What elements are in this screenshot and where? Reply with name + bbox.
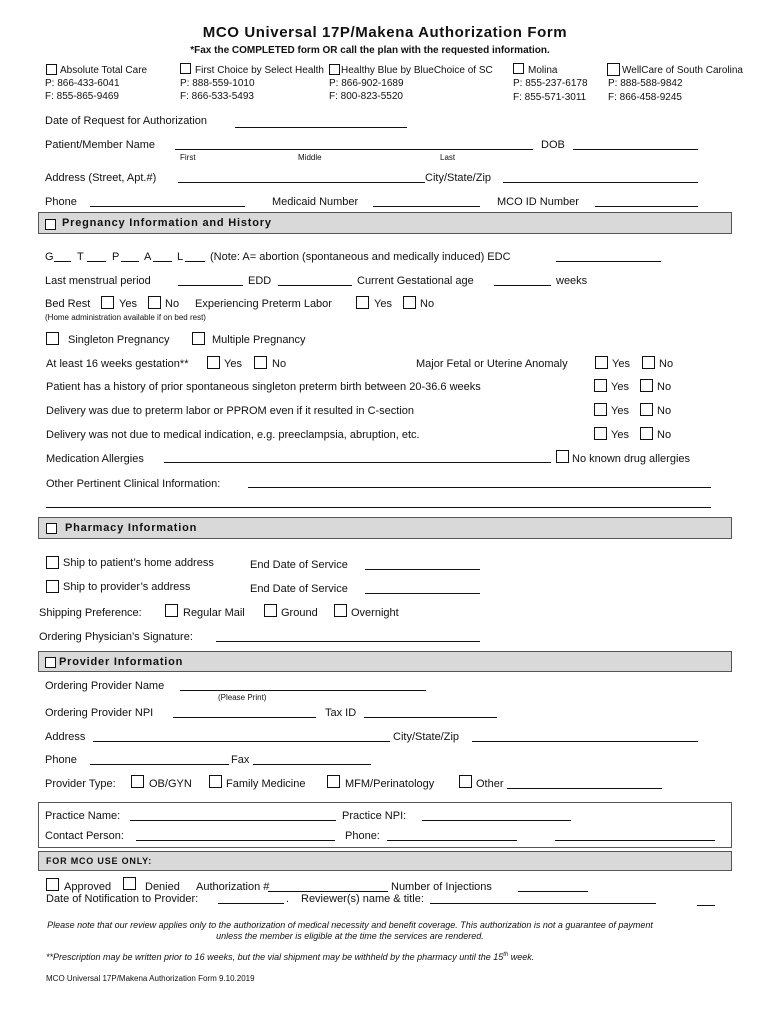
phone-label: Phone: [45, 196, 77, 208]
first-name-hint: First: [180, 153, 196, 162]
auth-number-label: Authorization #: [196, 881, 270, 893]
yes-label: Yes: [224, 358, 242, 370]
provider-phone-field[interactable]: [90, 764, 229, 765]
provider-phone-label: Phone: [45, 754, 77, 766]
gtpal-note: (Note: A= abortion (spontaneous and medically induced) EDC: [210, 251, 511, 263]
plan-checkbox-molina[interactable]: [513, 63, 524, 74]
plan-fax: F: 866-533-5493: [180, 91, 254, 102]
signature-label: Ordering Physician’s Signature:: [39, 631, 193, 643]
notification-label: Date of Notification to Provider:: [46, 893, 199, 905]
denied-label: Denied: [145, 881, 180, 893]
not-medical-label: Delivery was not due to medical indication, e.g. preeclampsia, abruption, etc.: [46, 429, 420, 441]
approved-checkbox[interactable]: [46, 878, 59, 891]
other-type-checkbox[interactable]: [459, 775, 472, 788]
patient-name-field[interactable]: [175, 149, 533, 150]
notification-period: .: [286, 893, 290, 905]
family-medicine-label: Family Medicine: [226, 778, 306, 790]
provider-type-label: Provider Type:: [45, 778, 116, 790]
practice-name-field[interactable]: [130, 820, 336, 821]
no-label: No: [657, 405, 672, 417]
prescription-note: [46, 952, 534, 962]
not-medical-no-checkbox[interactable]: [640, 427, 653, 440]
ship-home-checkbox[interactable]: [46, 556, 59, 569]
date-of-request-field[interactable]: [235, 127, 407, 128]
home-admin-note: (Home administration available if on bed rest): [45, 313, 206, 322]
no-label: No: [420, 298, 435, 310]
lmp-field[interactable]: [178, 285, 243, 286]
section-checkbox[interactable]: [45, 657, 56, 668]
last-name-hint: Last: [440, 153, 456, 162]
city-state-zip-label: City/State/Zip: [425, 172, 492, 184]
please-print-hint: (Please Print): [218, 693, 267, 702]
regular-mail-label: Regular Mail: [183, 607, 245, 619]
mco-id-field[interactable]: [595, 206, 698, 207]
sixteen-weeks-no-checkbox[interactable]: [254, 356, 267, 369]
anomaly-yes-checkbox[interactable]: [595, 356, 608, 369]
multiple-label: Multiple Pregnancy: [212, 334, 306, 346]
pregnancy-section-header: [38, 212, 732, 234]
contact-person-label: Contact Person:: [45, 830, 124, 842]
section-checkbox[interactable]: [45, 219, 56, 230]
provider-fax-field[interactable]: [253, 764, 371, 765]
preterm-no-checkbox[interactable]: [403, 296, 416, 309]
signature-field[interactable]: [216, 641, 480, 642]
city-state-zip-field[interactable]: [503, 182, 698, 183]
end-date-field-2[interactable]: [365, 593, 480, 594]
yes-label: Yes: [612, 358, 630, 370]
overnight-label: Overnight: [351, 607, 399, 619]
edc-field[interactable]: [556, 261, 661, 262]
provider-address-field[interactable]: [93, 741, 390, 742]
history-yes-checkbox[interactable]: [594, 379, 607, 392]
pharmacy-section-header: [38, 517, 732, 539]
plan-fax: F: 855-571-3011: [513, 92, 587, 103]
end-date-field-1[interactable]: [365, 569, 480, 570]
plan-phone: P: 866-433-6041: [45, 78, 120, 89]
no-label: No: [272, 358, 287, 370]
prescription-note-text: **Prescription may be written prior to 16 weeks, but the vial shipment may be withheld by the pharmacy until the 15: [46, 952, 504, 962]
form-title: MCO Universal 17P/Makena Authorization Form: [202, 24, 568, 41]
mfm-label: MFM/Perinatology: [345, 778, 435, 790]
disclaimer-line1: Please note that our review applies only to the authorization of medical necessity and benefit coverage. This authorization is not a guarantee of payment: [47, 920, 653, 930]
section-checkbox[interactable]: [46, 523, 57, 534]
provider-city-field[interactable]: [472, 741, 698, 742]
plan-checkbox-wellcare[interactable]: [607, 63, 620, 76]
plan-fax: F: 855-865-9469: [45, 91, 119, 102]
preterm-yes-checkbox[interactable]: [356, 296, 369, 309]
provider-name-label: Ordering Provider Name: [45, 680, 165, 692]
weeks-label: weeks: [556, 275, 588, 287]
medicaid-field[interactable]: [373, 206, 480, 207]
shipping-pref-label: Shipping Preference:: [39, 607, 142, 619]
disclaimer-line2: unless the member is eligible at the time the services are rendered.: [216, 931, 484, 941]
provider-address-label: Address: [45, 731, 86, 743]
allergies-field[interactable]: [164, 462, 551, 463]
contact-phone-label: Phone:: [345, 830, 380, 842]
regular-mail-checkbox[interactable]: [165, 604, 178, 617]
singleton-checkbox[interactable]: [46, 332, 59, 345]
plan-phone: P: 855-237-6178: [513, 78, 588, 89]
bed-rest-no-checkbox[interactable]: [148, 296, 161, 309]
ground-checkbox[interactable]: [264, 604, 277, 617]
other-info-field-line2[interactable]: [46, 507, 711, 508]
gtpal-a-label: A: [144, 251, 152, 263]
provider-section-header: [38, 651, 732, 672]
practice-name-label: Practice Name:: [45, 810, 121, 822]
section-title: FOR MCO USE ONLY:: [46, 856, 153, 866]
address-field[interactable]: [178, 182, 425, 183]
phone-field[interactable]: [90, 206, 245, 207]
gest-age-field[interactable]: [494, 285, 551, 286]
denied-checkbox[interactable]: [123, 877, 136, 890]
contact-person-field[interactable]: [136, 840, 335, 841]
edd-label: EDD: [248, 275, 272, 287]
plan-name: WellCare of South Carolina: [622, 65, 743, 76]
yes-label: Yes: [611, 381, 629, 393]
gtpal-p-field[interactable]: [121, 261, 139, 262]
gtpal-p-label: P: [112, 251, 120, 263]
plan-name: Absolute Total Care: [60, 65, 148, 76]
bed-rest-label: Bed Rest: [45, 298, 91, 310]
form-subtitle: *Fax the COMPLETED form OR call the plan with the requested information.: [190, 45, 550, 56]
other-info-field[interactable]: [248, 487, 711, 488]
date-of-request-label: Date of Request for Authorization: [45, 115, 208, 127]
reviewer-field[interactable]: [430, 903, 656, 904]
tax-id-field[interactable]: [364, 717, 497, 718]
yes-label: Yes: [374, 298, 392, 310]
overnight-checkbox[interactable]: [334, 604, 347, 617]
injections-field[interactable]: [518, 891, 588, 892]
no-label: No: [165, 298, 180, 310]
address-label: Address (Street, Apt.#): [45, 172, 157, 184]
pprom-yes-checkbox[interactable]: [594, 403, 607, 416]
ship-provider-label: Ship to provider’s address: [63, 581, 191, 593]
plan-phone: P: 888-559-1010: [180, 78, 255, 89]
reviewer-label: Reviewer(s) name & title:: [301, 893, 424, 905]
no-allergies-label: No known drug allergies: [572, 453, 691, 465]
prescription-note-end: week.: [508, 952, 535, 962]
allergies-label: Medication Allergies: [46, 453, 144, 465]
pprom-label: Delivery was due to preterm labor or PPROM even if it resulted in C-section: [46, 405, 415, 417]
section-title: Pregnancy Information and History: [62, 217, 272, 229]
dob-field[interactable]: [573, 149, 698, 150]
other-info-label: Other Pertinent Clinical Information:: [46, 478, 221, 490]
form-id: MCO Universal 17P/Makena Authorization Form 9.10.2019: [46, 974, 255, 983]
mco-use-section-header: [38, 851, 732, 871]
yes-label: Yes: [611, 405, 629, 417]
no-label: No: [657, 381, 672, 393]
history-no-checkbox[interactable]: [640, 379, 653, 392]
preterm-labor-label: Experiencing Preterm Labor: [195, 298, 332, 310]
provider-npi-field[interactable]: [173, 717, 316, 718]
tax-id-label: Tax ID: [325, 707, 357, 719]
other-type-field[interactable]: [507, 788, 662, 789]
contact-phone-field[interactable]: [387, 840, 517, 841]
end-date-label: End Date of Service: [250, 583, 348, 595]
pprom-no-checkbox[interactable]: [640, 403, 653, 416]
ship-home-label: Ship to patient’s home address: [63, 557, 214, 569]
end-date-label: End Date of Service: [250, 559, 348, 571]
provider-fax-label: Fax: [231, 754, 250, 766]
plan-name: Healthy Blue by BlueChoice of SC: [341, 65, 493, 76]
obgyn-label: OB/GYN: [149, 778, 192, 790]
gtpal-g-label: G: [45, 251, 54, 263]
no-label: No: [657, 429, 672, 441]
dob-label: DOB: [541, 139, 565, 151]
yes-label: Yes: [611, 429, 629, 441]
sixteen-weeks-label: At least 16 weeks gestation**: [46, 358, 189, 370]
ship-provider-checkbox[interactable]: [46, 580, 59, 593]
prescription-note-sup: th: [503, 952, 509, 958]
gtpal-l-label: L: [177, 251, 184, 263]
section-title: Pharmacy Information: [65, 522, 198, 534]
ground-label: Ground: [281, 607, 318, 619]
practice-npi-label: Practice NPI:: [342, 810, 407, 822]
obgyn-checkbox[interactable]: [131, 775, 144, 788]
lmp-label: Last menstrual period: [45, 275, 151, 287]
gest-age-label: Current Gestational age: [357, 275, 474, 287]
gtpal-g-field[interactable]: [54, 261, 71, 262]
plan-checkbox-first-choice[interactable]: [180, 63, 191, 74]
edd-field[interactable]: [278, 285, 352, 286]
multiple-checkbox[interactable]: [192, 332, 205, 345]
plan-fax: F: 866-458-9245: [608, 92, 682, 103]
auth-number-field[interactable]: [268, 891, 388, 892]
history-label: Patient has a history of prior spontaneous singleton preterm birth between 20-36.6 weeks: [46, 381, 481, 393]
plan-fax: F: 800-823-5520: [329, 91, 403, 102]
approved-label: Approved: [64, 881, 112, 893]
sixteen-weeks-yes-checkbox[interactable]: [207, 356, 220, 369]
gtpal-l-field[interactable]: [185, 261, 205, 262]
bed-rest-yes-checkbox[interactable]: [101, 296, 114, 309]
anomaly-label: Major Fetal or Uterine Anomaly: [416, 358, 568, 370]
gtpal-t-label: T: [77, 251, 84, 263]
plan-checkbox-absolute[interactable]: [46, 64, 57, 75]
practice-npi-field[interactable]: [422, 820, 571, 821]
not-medical-yes-checkbox[interactable]: [594, 427, 607, 440]
other-type-label: Other: [476, 778, 504, 790]
no-label: No: [659, 358, 674, 370]
plan-name: First Choice by Select Health: [195, 65, 324, 76]
reviewer-extra-field[interactable]: [697, 905, 715, 906]
plan-name: Molina: [528, 65, 558, 76]
gtpal-t-field[interactable]: [87, 261, 106, 262]
notification-field[interactable]: [218, 903, 284, 904]
mfm-checkbox[interactable]: [327, 775, 340, 788]
section-title: Provider Information: [59, 656, 184, 668]
gtpal-a-field[interactable]: [153, 261, 172, 262]
provider-name-field[interactable]: [180, 690, 426, 691]
plan-phone: P: 888-588-9842: [608, 78, 683, 89]
provider-city-label: City/State/Zip: [393, 731, 460, 743]
patient-name-label: Patient/Member Name: [45, 139, 156, 151]
singleton-label: Singleton Pregnancy: [68, 334, 170, 346]
plan-checkbox-healthy-blue[interactable]: [329, 64, 340, 75]
medicaid-label: Medicaid Number: [272, 196, 359, 208]
practice-box: [38, 802, 732, 848]
anomaly-no-checkbox[interactable]: [642, 356, 655, 369]
no-allergies-checkbox[interactable]: [556, 450, 569, 463]
middle-name-hint: Middle: [298, 153, 322, 162]
contact-extra-field[interactable]: [555, 840, 715, 841]
provider-npi-label: Ordering Provider NPI: [45, 707, 154, 719]
family-medicine-checkbox[interactable]: [209, 775, 222, 788]
yes-label: Yes: [119, 298, 137, 310]
mco-id-label: MCO ID Number: [497, 196, 579, 208]
injections-label: Number of Injections: [391, 881, 492, 893]
plan-phone: P: 866-902-1689: [329, 78, 404, 89]
